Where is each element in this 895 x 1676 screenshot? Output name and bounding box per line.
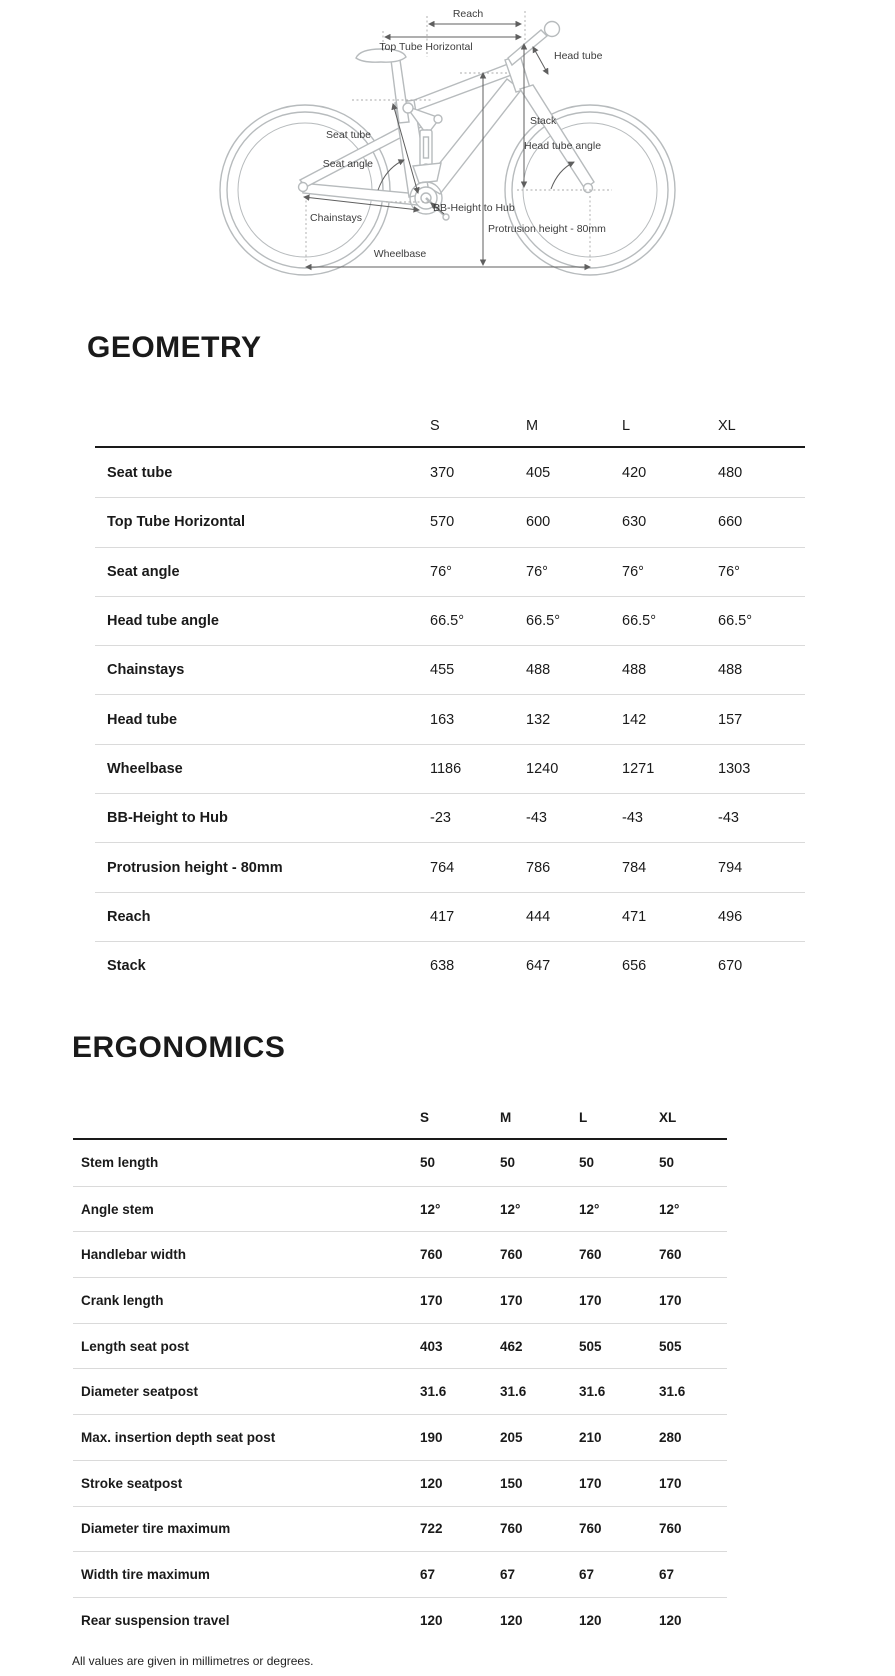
- row-value-s: 455: [430, 662, 455, 679]
- row-label: Protrusion height - 80mm: [107, 859, 283, 876]
- diagram-label-head-tube: Head tube: [554, 50, 603, 62]
- row-label: Seat angle: [107, 563, 180, 580]
- table-row: [95, 892, 805, 941]
- column-header-m: M: [526, 417, 539, 434]
- row-value-m: 170: [500, 1292, 523, 1308]
- row-value-m: 760: [500, 1247, 523, 1263]
- table-row: [95, 645, 805, 694]
- row-value-xl: 760: [659, 1247, 682, 1263]
- table-row: [95, 842, 805, 891]
- table-row: [95, 793, 805, 842]
- row-label: Stem length: [81, 1155, 159, 1171]
- row-value-m: 76°: [526, 563, 548, 580]
- row-value-m: 600: [526, 514, 551, 531]
- table-row: [73, 1186, 727, 1232]
- table-row: [73, 1551, 727, 1597]
- row-value-m: 12°: [500, 1201, 521, 1217]
- grip: [545, 22, 560, 37]
- row-value-m: 647: [526, 958, 551, 975]
- row-value-xl: 50: [659, 1155, 675, 1171]
- row-value-l: 784: [622, 859, 647, 876]
- row-value-m: 31.6: [500, 1384, 527, 1400]
- row-value-s: 760: [420, 1247, 443, 1263]
- diagram-label-reach: Reach: [452, 8, 484, 20]
- row-value-m: 760: [500, 1521, 523, 1537]
- table-row: [95, 497, 805, 546]
- shock-yoke: [413, 163, 441, 183]
- row-value-l: 420: [622, 464, 647, 481]
- row-label: Length seat post: [81, 1338, 190, 1354]
- row-value-m: 120: [500, 1612, 523, 1628]
- bike-geometry-diagram: [0, 0, 895, 285]
- column-header-xl: XL: [659, 1109, 677, 1125]
- diagram-label-head-tube-angle: Head tube angle: [524, 140, 602, 152]
- ergonomics-table: [73, 1096, 727, 1643]
- row-label: Crank length: [81, 1292, 164, 1308]
- fork: [520, 85, 594, 189]
- row-value-s: 66.5°: [430, 613, 465, 630]
- units-footnote: All values are given in millimetres or degrees.: [72, 1654, 314, 1668]
- table-row: [73, 1597, 727, 1643]
- table-row: [95, 941, 805, 990]
- row-label: Handlebar width: [81, 1247, 187, 1263]
- diagram-label-top-tube-horizontal: Top Tube Horizontal: [379, 41, 473, 53]
- row-label: Rear suspension travel: [81, 1612, 230, 1628]
- row-value-l: 12°: [579, 1201, 600, 1217]
- row-value-l: 31.6: [579, 1384, 606, 1400]
- row-value-l: 471: [622, 908, 647, 925]
- row-value-xl: 496: [718, 908, 743, 925]
- stem: [508, 30, 547, 65]
- row-value-m: -43: [526, 810, 547, 827]
- column-header-xl: XL: [718, 417, 736, 434]
- row-label: Seat tube: [107, 464, 173, 481]
- row-value-m: 50: [500, 1155, 516, 1171]
- row-value-l: 120: [579, 1612, 602, 1628]
- row-value-m: 132: [526, 711, 551, 728]
- row-value-l: 50: [579, 1155, 595, 1171]
- row-value-s: 12°: [420, 1201, 441, 1217]
- row-value-m: 462: [500, 1338, 523, 1354]
- row-label: Diameter seatpost: [81, 1384, 199, 1400]
- row-label: Max. insertion depth seat post: [81, 1429, 276, 1445]
- row-value-s: 67: [420, 1567, 436, 1583]
- row-label: Width tire maximum: [81, 1567, 210, 1583]
- row-value-l: 1271: [622, 760, 655, 777]
- row-value-s: 31.6: [420, 1384, 447, 1400]
- row-value-l: 505: [579, 1338, 602, 1354]
- row-value-xl: 66.5°: [718, 613, 753, 630]
- row-value-xl: 505: [659, 1338, 682, 1354]
- row-value-s: 1186: [430, 760, 462, 777]
- table-row: [73, 1231, 727, 1277]
- row-value-s: 76°: [430, 563, 452, 580]
- row-value-m: 1240: [526, 760, 559, 777]
- row-value-xl: -43: [718, 810, 739, 827]
- table-row: [73, 1506, 727, 1552]
- row-value-m: 444: [526, 908, 551, 925]
- row-label: Diameter tire maximum: [81, 1521, 231, 1537]
- row-value-m: 405: [526, 464, 551, 481]
- row-value-l: 142: [622, 711, 647, 728]
- row-value-s: 120: [420, 1475, 443, 1491]
- row-value-s: 570: [430, 514, 455, 531]
- row-value-s: 638: [430, 958, 455, 975]
- table-row: [73, 1277, 727, 1323]
- row-value-s: 50: [420, 1155, 436, 1171]
- row-value-xl: 170: [659, 1475, 682, 1491]
- row-value-s: 120: [420, 1612, 443, 1628]
- table-row: [95, 448, 805, 497]
- row-value-s: 764: [430, 859, 455, 876]
- row-value-l: 170: [579, 1475, 602, 1491]
- diagram-label-seat-angle: Seat angle: [322, 158, 373, 170]
- row-value-xl: 488: [718, 662, 743, 679]
- row-value-xl: 157: [718, 711, 743, 728]
- table-row: [73, 1368, 727, 1414]
- row-value-l: 630: [622, 514, 647, 531]
- row-value-s: 417: [430, 908, 455, 925]
- row-label: Chainstays: [107, 662, 185, 679]
- row-value-l: 210: [579, 1429, 602, 1445]
- table-row: [73, 1140, 727, 1186]
- table-row: [95, 744, 805, 793]
- row-value-s: 403: [420, 1338, 443, 1354]
- row-label: Angle stem: [81, 1201, 154, 1217]
- row-label: Wheelbase: [107, 760, 183, 777]
- row-value-s: 722: [420, 1521, 443, 1537]
- row-value-xl: 120: [659, 1612, 682, 1628]
- row-value-m: 66.5°: [526, 613, 561, 630]
- table-row: [95, 596, 805, 645]
- row-value-xl: 1303: [718, 760, 751, 777]
- column-header-l: L: [622, 417, 631, 434]
- ergonomics-section-title: ERGONOMICS: [72, 1031, 286, 1064]
- diagram-label-seat-tube: Seat tube: [326, 129, 371, 141]
- table-row: [95, 694, 805, 743]
- row-value-xl: 660: [718, 514, 743, 531]
- table-row: [95, 547, 805, 596]
- row-value-xl: 170: [659, 1292, 682, 1308]
- row-label: Head tube: [107, 711, 178, 728]
- diagram-label-protrusion-height: Protrusion height - 80mm: [488, 223, 606, 235]
- seatpost: [391, 60, 409, 123]
- row-value-l: 170: [579, 1292, 602, 1308]
- row-value-l: -43: [622, 810, 643, 827]
- row-value-m: 786: [526, 859, 551, 876]
- column-header-m: M: [500, 1109, 512, 1125]
- rear-shock: [420, 130, 432, 166]
- ergonomics-table-body: [73, 1140, 727, 1643]
- table-row: [73, 1323, 727, 1369]
- diagram-label-stack: Stack: [530, 115, 557, 127]
- geometry-table-header: [95, 405, 805, 448]
- row-value-m: 150: [500, 1475, 523, 1491]
- row-value-s: -23: [430, 810, 451, 827]
- row-value-xl: 760: [659, 1521, 682, 1537]
- geometry-table: [95, 405, 805, 990]
- table-row: [73, 1414, 727, 1460]
- row-value-xl: 31.6: [659, 1384, 686, 1400]
- row-label: Top Tube Horizontal: [107, 514, 245, 531]
- row-value-l: 488: [622, 662, 647, 679]
- table-row: [73, 1460, 727, 1506]
- row-value-xl: 280: [659, 1429, 682, 1445]
- diagram-label-chainstays: Chainstays: [310, 212, 362, 224]
- row-label: Stack: [107, 958, 146, 975]
- row-value-m: 488: [526, 662, 551, 679]
- row-label: Stroke seatpost: [81, 1475, 183, 1491]
- row-value-s: 190: [420, 1429, 443, 1445]
- row-value-s: 163: [430, 711, 455, 728]
- row-value-s: 170: [420, 1292, 443, 1308]
- column-header-l: L: [579, 1109, 588, 1125]
- row-label: BB-Height to Hub: [107, 810, 228, 827]
- row-value-xl: 794: [718, 859, 743, 876]
- row-value-l: 760: [579, 1247, 602, 1263]
- row-label: Reach: [107, 908, 151, 925]
- column-header-s: S: [430, 417, 440, 434]
- row-value-xl: 670: [718, 958, 743, 975]
- row-value-m: 67: [500, 1567, 516, 1583]
- row-value-m: 205: [500, 1429, 523, 1445]
- row-value-l: 76°: [622, 563, 644, 580]
- diagram-label-bb-height-to-hub: BB-Height to Hub: [433, 202, 515, 214]
- geometry-table-body: [95, 448, 805, 990]
- row-value-xl: 76°: [718, 563, 740, 580]
- column-header-s: S: [420, 1109, 430, 1125]
- row-value-l: 66.5°: [622, 613, 657, 630]
- row-value-l: 656: [622, 958, 647, 975]
- row-value-xl: 12°: [659, 1201, 680, 1217]
- row-value-xl: 480: [718, 464, 743, 481]
- ergonomics-table-header: [73, 1096, 727, 1140]
- row-value-l: 67: [579, 1567, 595, 1583]
- row-value-xl: 67: [659, 1567, 675, 1583]
- geometry-section-title: GEOMETRY: [87, 331, 262, 364]
- row-value-l: 760: [579, 1521, 602, 1537]
- row-value-s: 370: [430, 464, 455, 481]
- diagram-label-wheelbase: Wheelbase: [373, 248, 427, 260]
- row-label: Head tube angle: [107, 613, 219, 630]
- bike-illustration: [220, 22, 675, 276]
